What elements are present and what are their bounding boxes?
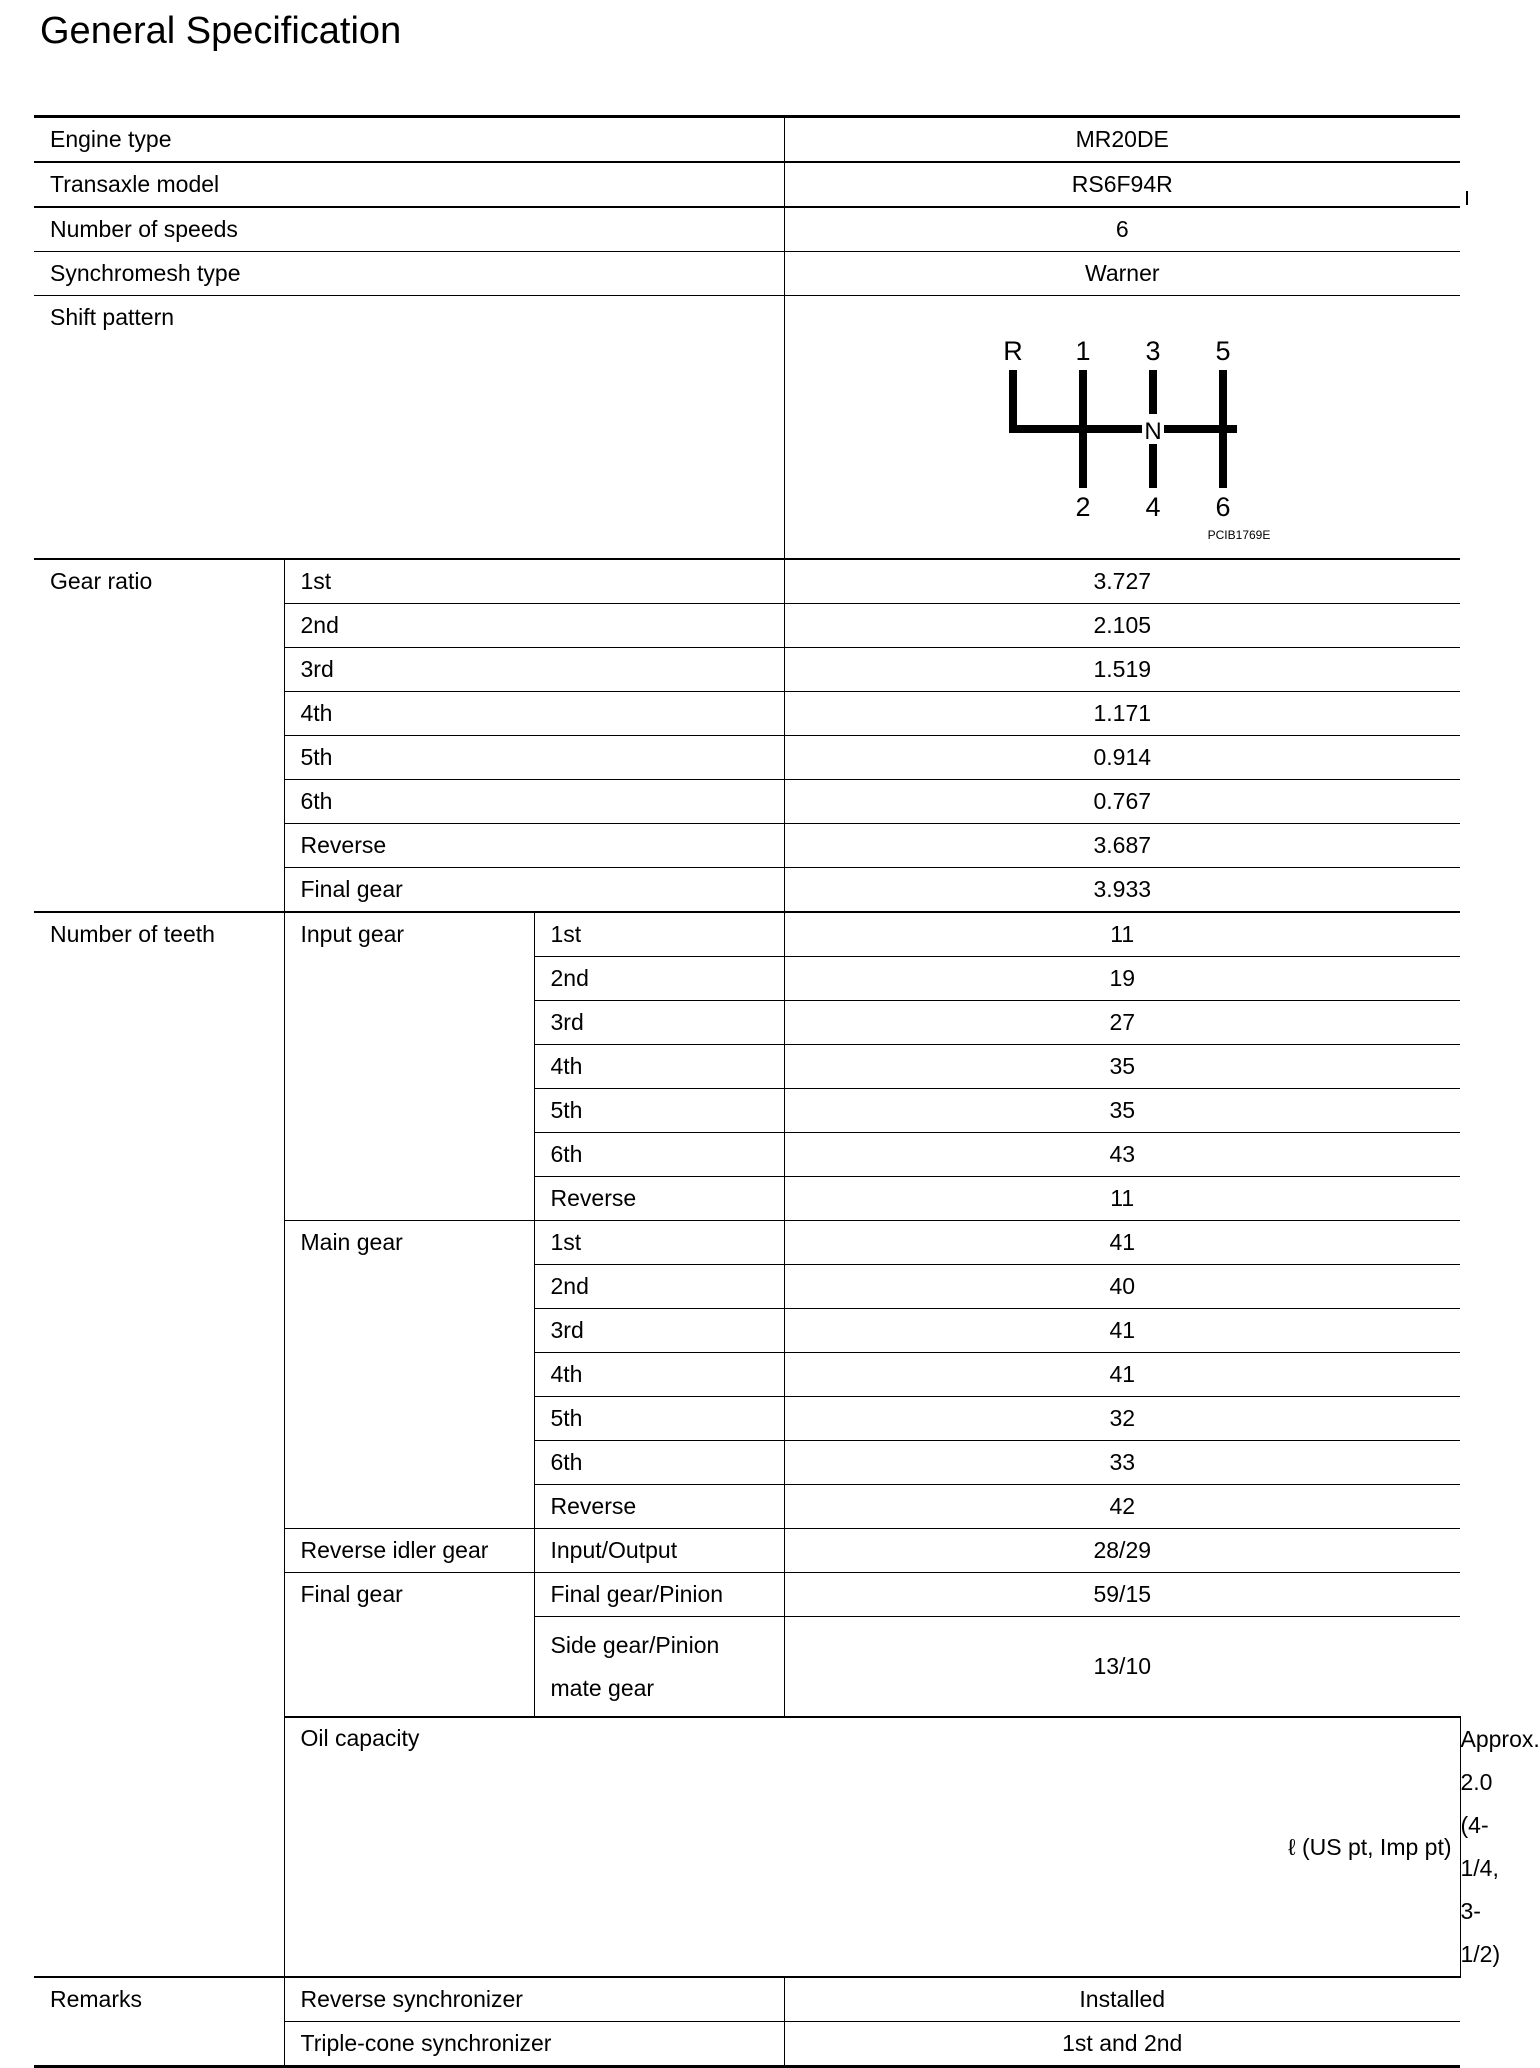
teeth-value: 42: [784, 1485, 1460, 1529]
shift-label-5: 5: [1214, 336, 1231, 366]
synchromesh-type-value: Warner: [784, 252, 1460, 296]
gear-ratio-value: 1.171: [784, 692, 1460, 736]
gear-ratio-gear: 2nd: [284, 604, 784, 648]
gear-ratio-gear: 3rd: [284, 648, 784, 692]
shift-label-r: R: [1002, 336, 1023, 366]
gear-ratio-value: 3.727: [784, 559, 1460, 604]
number-of-speeds-label: Number of speeds: [34, 207, 784, 252]
teeth-value: 35: [784, 1089, 1460, 1133]
input-gear-label: Input gear: [284, 912, 534, 1221]
remarks-label: Remarks: [34, 1977, 284, 2067]
teeth-value: 27: [784, 1001, 1460, 1045]
gear-ratio-value: 3.933: [784, 868, 1460, 913]
shift-figure-code: PCIB1769E: [1207, 528, 1270, 542]
shift-label-6: 6: [1214, 492, 1231, 522]
teeth-gear: 2nd: [534, 957, 784, 1001]
teeth-value: 13/10: [784, 1617, 1460, 1718]
transaxle-model-label: Transaxle model: [34, 162, 784, 207]
shift-label-1: 1: [1074, 336, 1091, 366]
shift-label-2: 2: [1074, 492, 1091, 522]
gear-ratio-gear: Final gear: [284, 868, 784, 913]
teeth-gear: [534, 1617, 784, 1718]
teeth-gear: 6th: [534, 1133, 784, 1177]
oil-capacity-unit: ℓ (US pt, Imp pt): [784, 1717, 1460, 1977]
side-gear-line1: Side gear/Pinion: [550, 1632, 720, 1658]
shift-label-3: 3: [1144, 336, 1161, 366]
gear-ratio-value: 3.687: [784, 824, 1460, 868]
row-number-of-speeds: [34, 207, 1460, 252]
gear-ratio-value: 0.767: [784, 780, 1460, 824]
gear-ratio-gear: Reverse: [284, 824, 784, 868]
teeth-gear: 3rd: [534, 1309, 784, 1353]
teeth-gear: 1st: [534, 912, 784, 957]
final-gear-label: Final gear: [284, 1573, 534, 1718]
gear-ratio-gear: 4th: [284, 692, 784, 736]
transaxle-model-value: RS6F94R: [784, 162, 1460, 207]
teeth-value: 33: [784, 1441, 1460, 1485]
side-gear-line2: mate gear: [550, 1675, 655, 1701]
spec-table: [34, 115, 1540, 2068]
synchromesh-type-label: Synchromesh type: [34, 252, 784, 296]
remarks-item: Reverse synchronizer: [284, 1977, 784, 2022]
teeth-value: 32: [784, 1397, 1460, 1441]
gear-ratio-label: Gear ratio: [34, 559, 284, 912]
shift-pattern-label: Shift pattern: [34, 296, 784, 560]
shift-label-neutral: N: [1143, 418, 1162, 445]
teeth-gear: Reverse: [534, 1485, 784, 1529]
engine-type-label: Engine type: [34, 117, 784, 163]
teeth-gear: Reverse: [534, 1177, 784, 1221]
remarks-value: 1st and 2nd: [784, 2021, 1460, 2066]
teeth-value: 59/15: [784, 1573, 1460, 1617]
teeth-value: 43: [784, 1133, 1460, 1177]
row-remarks-reverse-sync: [34, 1977, 1460, 2022]
teeth-gear: 5th: [534, 1089, 784, 1133]
gear-ratio-gear: 5th: [284, 736, 784, 780]
main-gear-label: Main gear: [284, 1221, 534, 1529]
shift-label-4: 4: [1144, 492, 1161, 522]
number-of-speeds-value: 6: [784, 207, 1460, 252]
teeth-gear: Input/Output: [534, 1529, 784, 1573]
gear-ratio-gear: 6th: [284, 780, 784, 824]
row-oil-capacity: Oil capacity ℓ (US pt, Imp pt) Approx. 2.0 (4-1/4, 3-1/2): [34, 1717, 1460, 1977]
teeth-value: 41: [784, 1221, 1460, 1265]
teeth-gear: 3rd: [534, 1001, 784, 1045]
teeth-value: 28/29: [784, 1529, 1460, 1573]
teeth-gear: 6th: [534, 1441, 784, 1485]
teeth-value: 11: [784, 912, 1460, 957]
row-engine-type: [34, 117, 1460, 163]
teeth-value: 40: [784, 1265, 1460, 1309]
teeth-value: 11: [784, 1177, 1460, 1221]
number-of-teeth-label: Number of teeth: [34, 912, 284, 1977]
edge-mark: [1466, 191, 1468, 205]
teeth-gear: 4th: [534, 1353, 784, 1397]
teeth-value: 19: [784, 957, 1460, 1001]
teeth-gear: Final gear/Pinion: [534, 1573, 784, 1617]
gear-ratio-value: 0.914: [784, 736, 1460, 780]
teeth-gear: 4th: [534, 1045, 784, 1089]
gear-ratio-value: 2.105: [784, 604, 1460, 648]
row-teeth-input-1st: [34, 912, 1460, 957]
teeth-value: 35: [784, 1045, 1460, 1089]
oil-capacity-label: Oil capacity: [284, 1717, 784, 1977]
shift-pattern-cell: [784, 296, 1460, 560]
remarks-value: Installed: [784, 1977, 1460, 2022]
reverse-idler-gear-label: Reverse idler gear: [284, 1529, 534, 1573]
engine-type-value: MR20DE: [784, 117, 1460, 163]
teeth-gear: 2nd: [534, 1265, 784, 1309]
gear-ratio-value: 1.519: [784, 648, 1460, 692]
teeth-gear: 5th: [534, 1397, 784, 1441]
row-synchromesh-type: [34, 252, 1460, 296]
teeth-value: 41: [784, 1353, 1460, 1397]
shift-pattern-diagram: [785, 296, 1461, 558]
teeth-gear: 1st: [534, 1221, 784, 1265]
teeth-value: 41: [784, 1309, 1460, 1353]
page-title: General Specification: [40, 10, 402, 52]
remarks-item: Triple-cone synchronizer: [284, 2021, 784, 2066]
row-gear-ratio-1st: [34, 559, 1460, 604]
row-transaxle-model: [34, 162, 1460, 207]
row-shift-pattern: [34, 296, 1460, 560]
gear-ratio-gear: 1st: [284, 559, 784, 604]
